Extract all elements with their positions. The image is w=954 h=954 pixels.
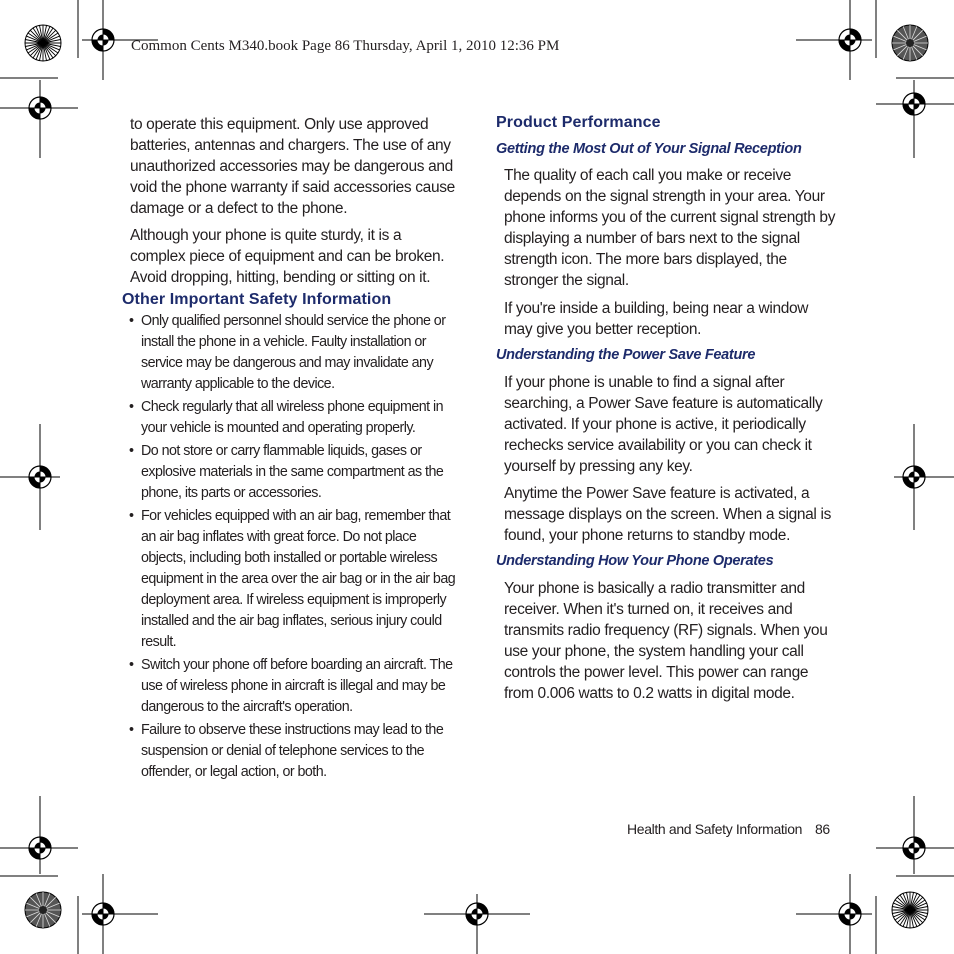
list-item bbox=[122, 397, 458, 439]
list-item bbox=[122, 720, 458, 783]
section-heading: Other Important Safety Information bbox=[122, 291, 392, 308]
safety-bullet-list bbox=[122, 311, 458, 783]
left-column bbox=[122, 114, 458, 783]
body-paragraph: to operate this equipment. Only use approved batteries, antennas and chargers. The use of any unauthorized accessories may be dangerous and void the phone warranty if said accessories cause damage or a defect to the phone. bbox=[130, 116, 455, 217]
list-item bbox=[122, 311, 458, 395]
footer-section-title: Health and Safety Information bbox=[627, 821, 803, 837]
bullet-icon: • bbox=[129, 443, 134, 459]
list-item-text: For vehicles equipped with an air bag, remember that an air bag inflates with great force. Do not place objects, including both installed or portable wireless equipment in the area over the air bag or in the air bag deployment area. If wireless equipment is improperly installed and the air bag inflates, serious injury could result. bbox=[141, 508, 456, 650]
bullet-icon: • bbox=[129, 399, 134, 415]
list-item bbox=[122, 655, 458, 718]
body-paragraph: The quality of each call you make or receive depends on the signal strength in your area. Your phone informs you of the current signal strength by displaying a number of bars next to the signal strength icon. The more bars displayed, the stronger the signal. bbox=[504, 167, 836, 289]
right-column bbox=[496, 114, 836, 704]
bullet-icon: • bbox=[129, 313, 134, 329]
bullet-icon: • bbox=[129, 657, 134, 673]
section-heading: Product Performance bbox=[496, 114, 661, 131]
page-number: 86 bbox=[815, 821, 830, 837]
list-item bbox=[122, 441, 458, 504]
subsection-heading: Getting the Most Out of Your Signal Reception bbox=[496, 141, 802, 157]
body-paragraph: If your phone is unable to find a signal after searching, a Power Save feature is automatically activated. If your phone is active, it periodically rechecks service availability or you can check it yourself by pressing any key. bbox=[504, 374, 823, 475]
bullet-icon: • bbox=[129, 722, 134, 738]
body-paragraph: Your phone is basically a radio transmitter and receiver. When it's turned on, it receives and transmits radio frequency (RF) signals. When you use your phone, the system handling your call controls the power level. This power can range from 0.006 watts to 0.2 watts in digital mode. bbox=[504, 580, 828, 702]
print-slug-header: Common Cents M340.book Page 86 Thursday, April 1, 2010 12:36 PM bbox=[131, 38, 560, 54]
list-item bbox=[122, 506, 458, 653]
list-item-text: Failure to observe these instructions may lead to the suspension or denial of telephone services to the offender, or legal action, or both. bbox=[141, 722, 444, 780]
bullet-icon: • bbox=[129, 508, 134, 524]
subsection-heading: Understanding How Your Phone Operates bbox=[496, 553, 774, 569]
list-item-text: Check regularly that all wireless phone equipment in your vehicle is mounted and operating properly. bbox=[141, 399, 443, 436]
list-item-text: Do not store or carry flammable liquids, gases or explosive materials in the same compartment as the phone, its parts or accessories. bbox=[141, 443, 444, 501]
list-item-text: Only qualified personnel should service the phone or install the phone in a vehicle. Faulty installation or service may be dangerous and may invalidate any warranty applicable to the device. bbox=[141, 313, 446, 392]
body-paragraph: Anytime the Power Save feature is activated, a message displays on the screen. When a signal is found, your phone returns to standby mode. bbox=[504, 485, 831, 544]
body-paragraph: If you're inside a building, being near a window may give you better reception. bbox=[504, 300, 809, 338]
list-item-text: Switch your phone off before boarding an aircraft. The use of wireless phone in aircraft is illegal and may be dangerous to the aircraft's operation. bbox=[141, 657, 453, 715]
body-paragraph: Although your phone is quite sturdy, it is a complex piece of equipment and can be broken. Avoid dropping, hitting, bending or sitting on it. bbox=[130, 227, 445, 286]
subsection-heading: Understanding the Power Save Feature bbox=[496, 347, 756, 363]
